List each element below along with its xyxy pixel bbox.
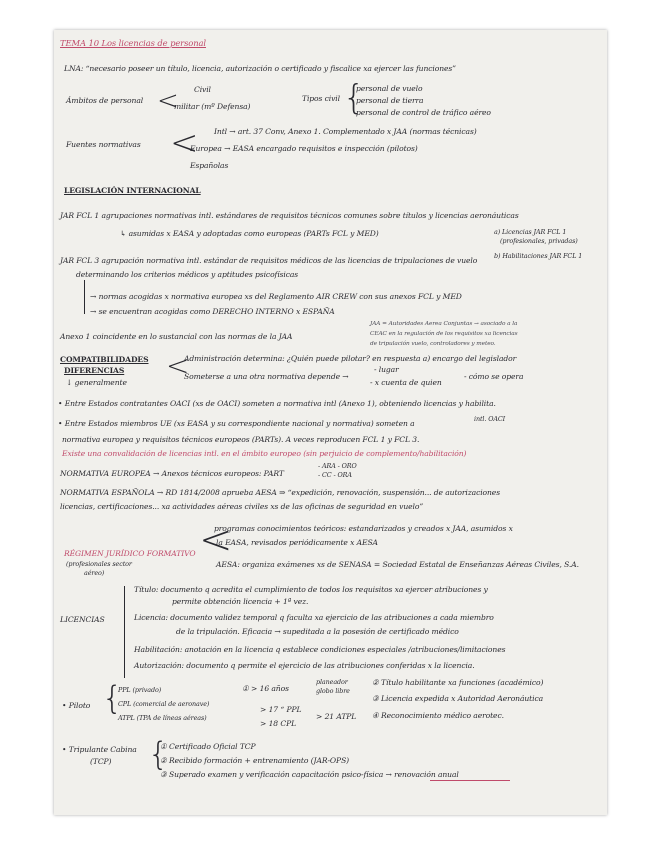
text-line: - ARA - ORO: [318, 462, 357, 470]
text-line: COMPATIBILIDADES: [60, 355, 149, 364]
text-line: → se encuentran acogidas como DERECHO INTERNO x ESPAÑA: [90, 307, 335, 316]
text-line: JAR FCL 1 agrupaciones normativas intl. estándares de requisitos técnicos comunes sobre títulos y licencias aeronáuticas: [60, 211, 519, 220]
text-line: • Entre Estados contratantes OACI (xs de OACI) someten a normativa intl (Anexo 1), obteniendo licencias y habilita.: [58, 399, 496, 408]
text-line: ③ Licencia expedida x Autoridad Aeronáutica: [372, 694, 544, 703]
text-line: LNA: “necesario poseer un título, licencia, autorización o certificado y fiscalice xa ejercer las funciones”: [64, 64, 456, 73]
text-line: personal de vuelo: [356, 84, 423, 93]
text-line: - x cuenta de quien: [370, 378, 442, 387]
text-line: permite obtención licencia + 1ª vez.: [172, 597, 309, 606]
text-line: a) Licencias JAR FCL 1: [494, 228, 567, 236]
brace-mark: <: [170, 123, 199, 163]
text-line: • Entre Estados miembros UE (xs EASA y su correspondiente nacional y normativa) someten a: [58, 419, 415, 428]
section-heading: LEGISLACIÓN INTERNACIONAL: [64, 186, 201, 195]
text-line: ② Título habilitante xa funciones (académico): [372, 678, 544, 687]
text-line: ③ Superado examen y verificación capacitación psico-física → renovación anual: [160, 770, 459, 779]
text-line: ① > 16 años: [242, 684, 289, 693]
text-line: determinando los criterios médicos y aptitudes psicofísicas: [76, 270, 299, 279]
text-line: CPL (comercial de aeronave): [118, 700, 210, 708]
text-line: personal de control de tráfico aéreo: [356, 108, 491, 117]
text-line: planeador: [316, 678, 348, 686]
note-line: de tripulación vuelo, controladores y meteo.: [370, 341, 496, 347]
text-line: intl. OACI: [474, 415, 506, 423]
underline-mark: [430, 780, 510, 781]
text-line: programas conocimientos teóricos: estandarizados y creados x JAA, asumidos x: [214, 524, 513, 533]
text-line: DIFERENCIAS: [64, 366, 125, 375]
note-line: CEAC en la regulación de los requisitos xa licencias: [370, 331, 518, 337]
text-line: Autorización: documento q permite el ejercicio de las atribuciones conferidas x la licencia.: [134, 661, 475, 670]
text-line: ↳ asumidas x EASA y adoptadas como europeas (PARTs FCL y MED): [120, 229, 379, 238]
text-line: • Piloto: [62, 701, 91, 710]
text-line: ① Certificado Oficial TCP: [160, 742, 256, 751]
text-line: Civil: [194, 85, 211, 94]
text-line: Existe una convalidación de licencias intl. en el ámbito europeo (sin perjuicio de complemento/habilitación): [62, 449, 467, 458]
notebook-page: [54, 30, 607, 815]
text-line: AESA: organiza exámenes xs de SENASA = Sociedad Estatal de Enseñanzas Aéreas Civiles, S.A.: [216, 560, 579, 569]
text-line: la EASA, revisados periódicamente x AESA: [216, 538, 378, 547]
text-line: Anexo 1 coincidente en lo sustancial con las normas de la JAA: [60, 332, 293, 341]
text-line: normativa europea y requisitos técnicos europeos (PARTs). A veces reproducen FCL 1 y FCL 3.: [62, 435, 420, 444]
text-line: - cómo se opera: [464, 372, 524, 381]
text-line: Licencia: documento validez temporal q faculta xa ejercicio de las atribuciones a cada miembro: [134, 613, 494, 622]
brace-mark: <: [166, 349, 190, 382]
text-line: de la tripulación. Eficacia → supeditada a la posesión de certificado médico: [176, 627, 459, 636]
text-line: ② Recibido formación + entrenamiento (JAR-OPS): [160, 756, 350, 765]
connector-line: [84, 280, 85, 314]
text-line: Tipos civil: [302, 94, 340, 103]
text-line: globo libre: [316, 687, 350, 695]
brace-mark: <: [157, 86, 179, 116]
text-line: RÉGIMEN JURÍDICO FORMATIVO: [64, 549, 196, 558]
text-line: ↓ generalmente: [66, 378, 127, 387]
text-line: militar (mº Defensa): [174, 102, 251, 111]
text-line: ATPL (TPA de líneas aéreas): [118, 714, 207, 722]
text-line: aéreo): [84, 569, 105, 577]
text-line: Habilitación: anotación en la licencia q establece condiciones especiales /atribuciones/limitaciones: [134, 645, 506, 654]
text-line: → normas acogidas x normativa europea xs del Reglamento AIR CREW con sus anexos FCL y MED: [90, 292, 462, 301]
bracket-line: [124, 586, 125, 678]
text-line: Españolas: [190, 161, 229, 170]
text-line: Administración determina: ¿Quién puede pilotar? en respuesta a) encargo del legislador: [184, 354, 517, 363]
text-line: b) Habilitaciones JAR FCL 1: [494, 252, 583, 260]
page-title: TEMA 10 Los licencias de personal: [60, 38, 206, 48]
text-line: > 21 ATPL: [316, 712, 357, 721]
text-line: > 17 “ PPL: [260, 705, 302, 714]
text-line: LICENCIAS: [60, 615, 105, 624]
text-line: NORMATIVA ESPAÑOLA → RD 1814/2008 aprueba AESA ⇒ “expedición, renovación, suspensión... de autorizaciones: [60, 488, 501, 497]
text-line: Europea → EASA encargado requisitos e inspección (pilotos): [190, 144, 418, 153]
text-line: Ámbitos de personal: [66, 96, 144, 105]
note-line: JAA = Autoridades Aerea Conjuntas → asociado a la: [370, 321, 518, 327]
text-line: (profesionales, privadas): [500, 237, 578, 245]
text-line: • Tripulante Cabina: [62, 745, 137, 754]
brace-mark: <: [199, 517, 233, 563]
brace-mark: {: [102, 679, 123, 717]
text-line: ④ Reconocimiento médico aerotec.: [372, 711, 504, 720]
text-line: Fuentes normativas: [66, 140, 141, 149]
text-line: NORMATIVA EUROPEA → Anexos técnicos europeos: PART: [60, 469, 284, 478]
text-line: Intl → art. 37 Conv, Anexo 1. Complementado x JAA (normas técnicas): [214, 127, 477, 136]
text-line: Someterse a una otra normativa depende →: [184, 372, 349, 381]
text-line: PPL (privado): [118, 686, 162, 694]
text-line: licencias, certificaciones... xa actividades aéreas civiles xs de las oficinas de seguridad en vuelo”: [60, 502, 424, 511]
text-line: - CC - ORA: [318, 471, 352, 479]
text-line: JAR FCL 3 agrupación normativa intl. estándar de requisitos médicos de las licencias de tripulaciones de vuelo: [60, 256, 478, 265]
brace-mark: {: [343, 78, 365, 118]
text-line: Título: documento q acredita el cumplimiento de todos los requisitos xa ejercer atribuciones y: [134, 585, 488, 594]
text-line: (profesionales sector: [66, 560, 132, 568]
brace-mark: {: [148, 735, 169, 773]
text-line: personal de tierra: [356, 96, 424, 105]
text-line: > 18 CPL: [260, 719, 297, 728]
text-line: - lugar: [374, 365, 399, 374]
text-line: (TCP): [90, 757, 112, 766]
